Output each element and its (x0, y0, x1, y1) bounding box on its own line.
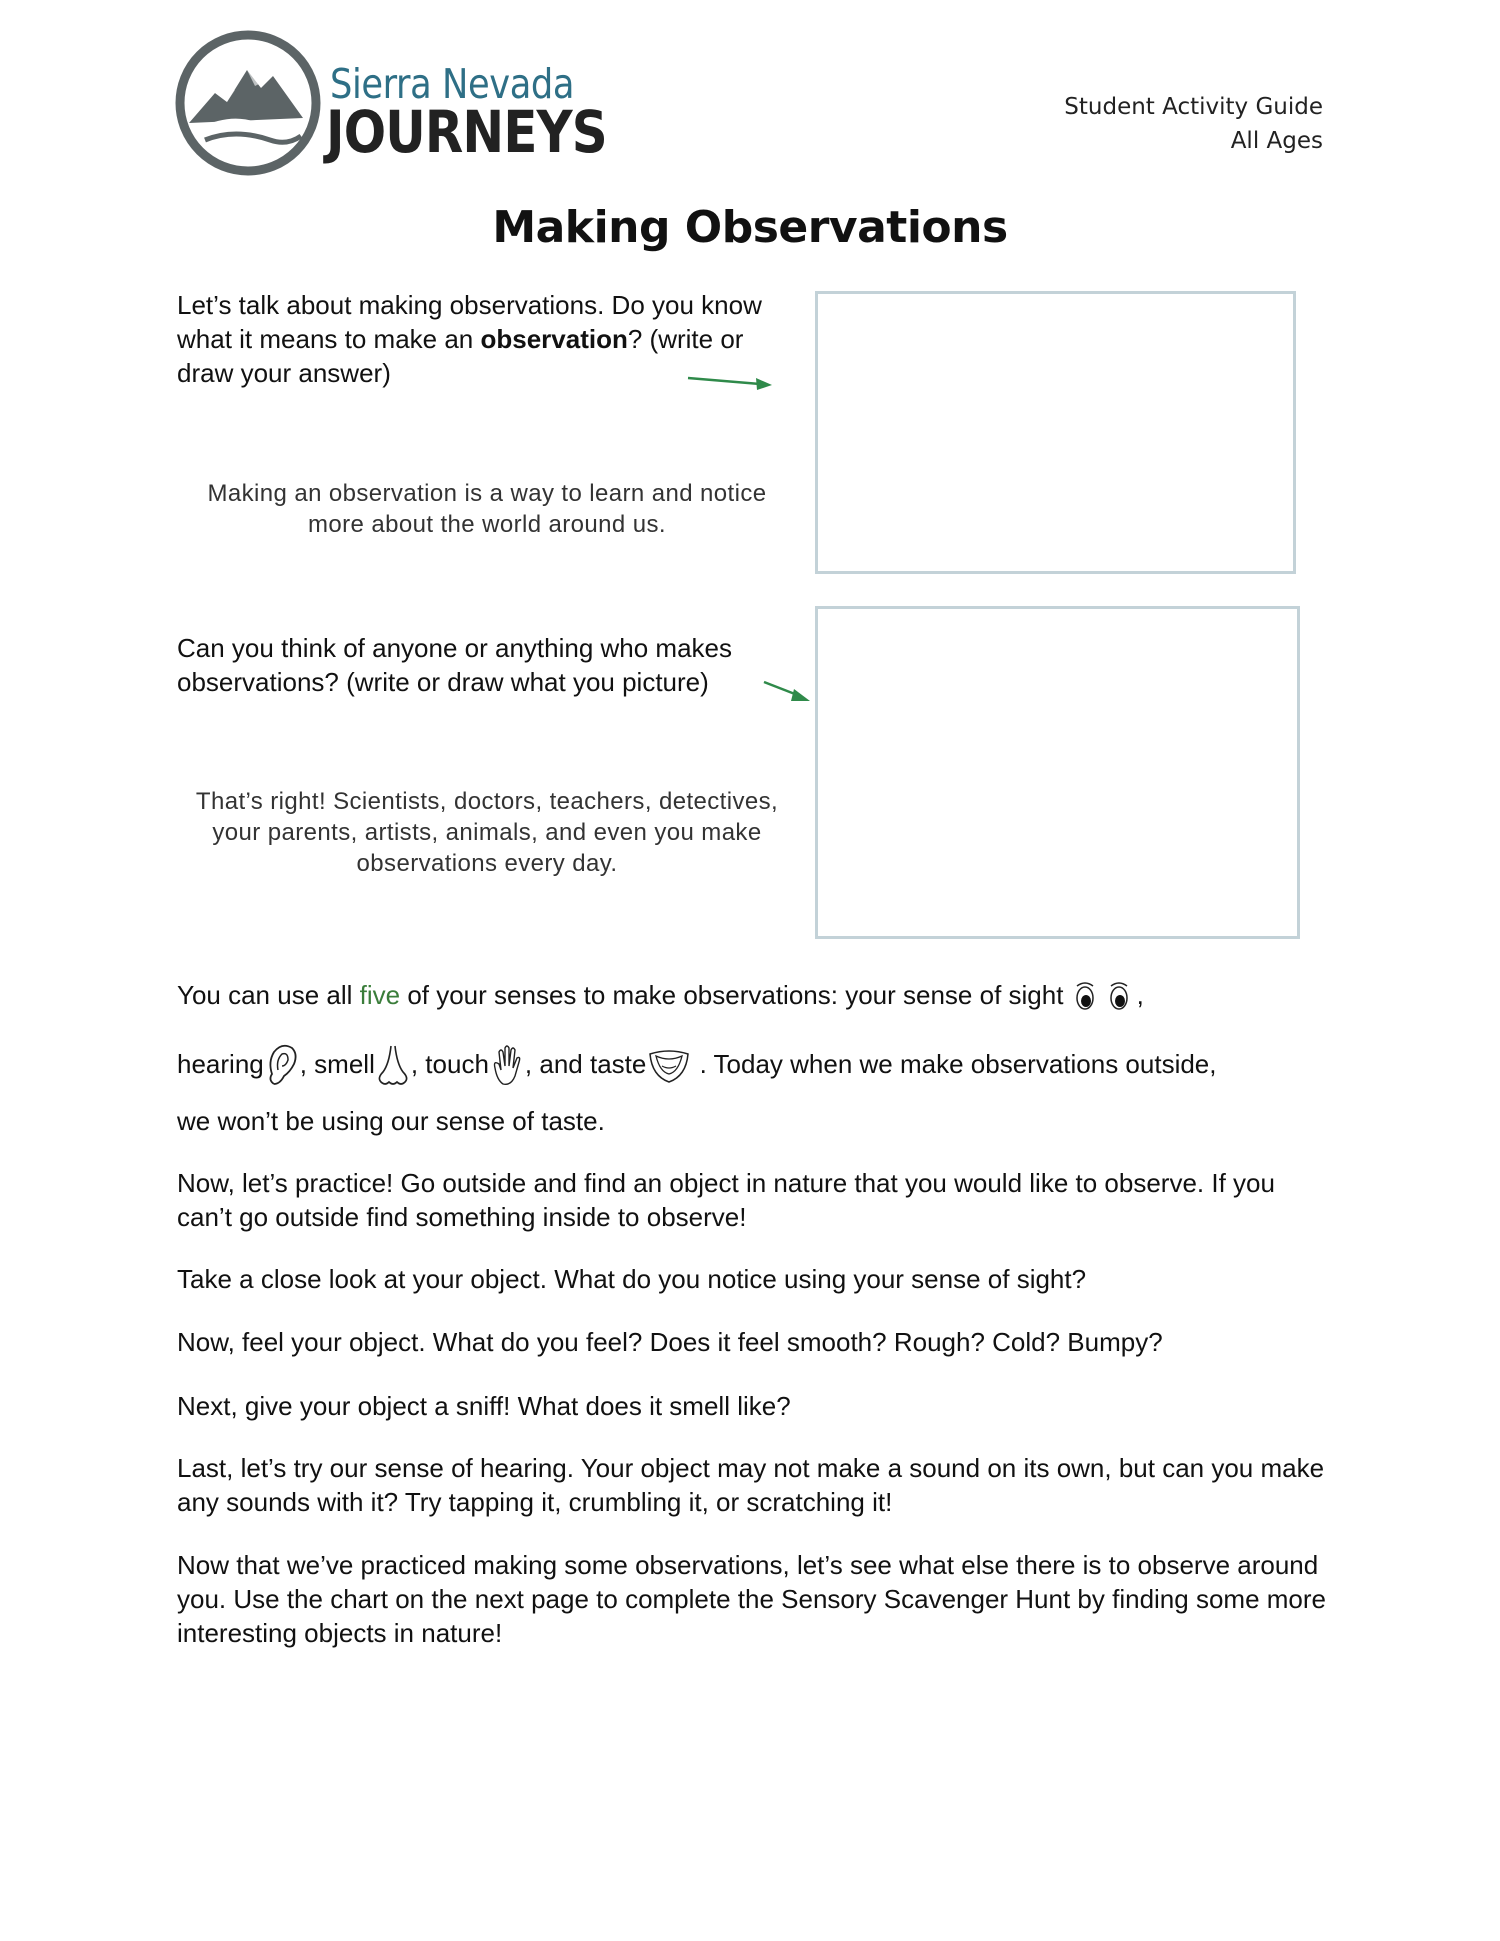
taste-label: , and taste (524, 1048, 647, 1079)
guide-info (1064, 90, 1323, 158)
note-2: That’s right! Scientists, doctors, teachers, detectives, your parents, artists, animals, and even you make observations every day. (195, 788, 779, 877)
touch-label: , touch (410, 1048, 489, 1079)
question-1-bold-term: observation (480, 324, 628, 354)
senses-text: . Today when we make observations outside, (692, 1048, 1217, 1079)
arrow-right-icon (762, 678, 812, 708)
senses-text: of your senses to make observations: your sense of sight (400, 980, 1071, 1010)
senses-line-1 (177, 978, 1327, 1016)
arrow-right-icon (686, 370, 776, 394)
senses-line-3: we won’t be using our sense of taste. (177, 1106, 605, 1136)
answer-box-2[interactable] (815, 606, 1300, 939)
hand-icon (489, 1044, 525, 1088)
guide-title: Student Activity Guide (1064, 94, 1323, 120)
paragraph-feel: Now, feel your object. What do you feel? Does it feel smooth? Rough? Cold? Bumpy? (177, 1327, 1163, 1357)
question-2: Can you think of anyone or anything who makes observations? (write or draw what you picture) (177, 633, 733, 697)
note-1: Making an observation is a way to learn and notice more about the world around us. (207, 480, 767, 538)
mouth-icon (646, 1046, 692, 1086)
smell-label: , smell (299, 1048, 375, 1079)
paragraph-hearing: Last, let’s try our sense of hearing. Your object may not make a sound on its own, but can you make any sounds with it? Try tapping it, crumbling it, or scratching it! (177, 1453, 1325, 1517)
paragraph-sight: Take a close look at your object. What do you notice using your sense of sight? (177, 1264, 1087, 1294)
senses-text: You can use all (177, 980, 360, 1010)
answer-box-1[interactable] (815, 291, 1296, 574)
guide-ages: All Ages (1230, 128, 1323, 154)
page-title: Making Observations (492, 202, 1008, 253)
ear-icon (264, 1040, 300, 1092)
paragraph-smell: Next, give your object a sniff! What does it smell like? (177, 1391, 791, 1421)
senses-line-2 (177, 1040, 1327, 1092)
question-1-instruction: ? (write or draw your answer) (177, 324, 744, 388)
eye-icon (1071, 978, 1137, 1016)
logo-text-journeys: JOURNEYS (326, 98, 607, 166)
paragraph-practice: Now, let’s practice! Go outside and find an object in nature that you would like to observe. If you can’t go outside find something inside to observe! (177, 1168, 1275, 1232)
nose-icon (375, 1042, 411, 1090)
logo-text-sierra-nevada: Sierra Nevada (330, 60, 575, 108)
five-highlight: five (359, 980, 401, 1010)
senses-text: , (1136, 980, 1144, 1010)
paragraph-next-steps: Now that we’ve practiced making some observations, let’s see what else there is to observe around you. Use the chart on the next page to complete the Sensory Scavenger Hunt by finding some more interesting objects in nature! (177, 1550, 1326, 1648)
hearing-label: hearing (177, 1048, 264, 1079)
question-1-text: Let’s talk about making observations. Do you know what it means to make an (177, 290, 762, 354)
